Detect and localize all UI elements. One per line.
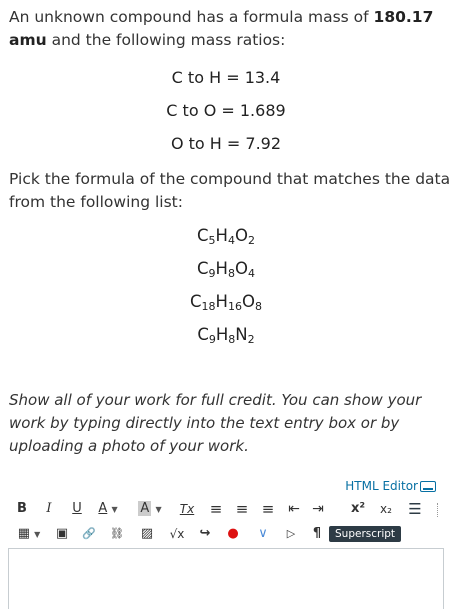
element-symbol: C — [190, 292, 202, 311]
intro-text: An unknown compound has a formula mass of — [9, 8, 374, 26]
keyboard-icon — [420, 481, 436, 492]
image-button[interactable]: ▨ — [140, 526, 154, 541]
work-instructions: Show all of your work for full credit. You can show your work by typing directly into the text entry box or by uploading a photo of your work. — [9, 391, 422, 455]
element-symbol: O — [241, 292, 255, 311]
formula-option-2 — [0, 259, 452, 280]
element-count: 8 — [228, 333, 236, 346]
dropdown-arrow-icon: ▼ — [34, 530, 41, 539]
editor-toolbar-row-1 — [0, 497, 474, 525]
background-color-button[interactable]: A ▼ — [140, 501, 162, 516]
formula-option-3 — [0, 292, 452, 313]
element-count: 5 — [208, 234, 216, 247]
element-count: 9 — [208, 267, 216, 280]
element-symbol: C — [197, 259, 209, 278]
indent-button[interactable]: ⇥ — [312, 501, 324, 517]
record-button[interactable]: ● — [227, 526, 239, 541]
element-symbol: O — [234, 259, 248, 278]
html-editor-label[interactable]: HTML Editor — [345, 479, 418, 493]
ltr-button[interactable]: ¶ — [312, 526, 322, 541]
toolbar-overflow-handle[interactable] — [437, 503, 440, 517]
element-symbol: H — [215, 259, 228, 278]
element-symbol: O — [234, 226, 248, 245]
dropdown-arrow-icon: ▼ — [155, 505, 162, 514]
text-entry-box[interactable] — [8, 548, 444, 609]
superscript-button[interactable]: x² — [350, 501, 366, 516]
media-button[interactable]: ▣ — [55, 526, 69, 541]
formula-option-4 — [0, 325, 452, 346]
ratio-c-o: C to O = 1.689 — [166, 101, 286, 120]
subscript-button[interactable]: x₂ — [380, 502, 392, 516]
element-count: 8 — [254, 300, 262, 313]
underline-button[interactable]: U — [72, 501, 82, 516]
clear-formatting-button[interactable]: Tx — [179, 502, 195, 516]
element-symbol: C — [197, 325, 209, 344]
text-color-button[interactable]: A ▼ — [98, 501, 118, 516]
element-count: 9 — [208, 333, 216, 346]
ratio-c-h: C to H = 13.4 — [171, 68, 281, 87]
embed-button[interactable]: ↪ — [199, 526, 211, 541]
align-center-button[interactable]: ≡ — [235, 500, 249, 518]
question-intro — [9, 6, 454, 52]
unlink-button[interactable]: ⛓ — [110, 527, 124, 540]
outdent-button[interactable]: ⇤ — [288, 501, 300, 517]
align-left-button[interactable]: ≡ — [209, 500, 223, 518]
element-count: 8 — [227, 267, 235, 280]
element-symbol: H — [215, 292, 228, 311]
app-button[interactable]: ∨ — [258, 526, 268, 541]
superscript-tooltip: Superscript — [329, 526, 401, 542]
dropdown-arrow-icon: ▼ — [111, 505, 118, 514]
editor-toolbar-row-2 — [0, 522, 474, 550]
element-count: 18 — [201, 300, 216, 313]
ratio-o-h: O to H = 7.92 — [170, 134, 282, 153]
align-right-button[interactable]: ≡ — [261, 500, 275, 518]
italic-button[interactable]: I — [46, 501, 52, 516]
table-button[interactable]: ▦ ▼ — [17, 526, 41, 541]
link-button[interactable]: 🔗 — [82, 527, 96, 540]
element-count: 16 — [227, 300, 242, 313]
element-symbol: H — [215, 226, 228, 245]
element-count: 2 — [247, 333, 255, 346]
pick-instruction: Pick the formula of the compound that matches the data from the following list: — [9, 170, 451, 211]
bold-button[interactable]: B — [17, 501, 27, 516]
element-symbol: N — [235, 325, 248, 344]
element-count: 2 — [247, 234, 255, 247]
element-symbol: H — [215, 325, 229, 344]
equation-button[interactable]: √x — [169, 527, 185, 541]
intro-text-end: and the following mass ratios: — [46, 31, 286, 49]
element-symbol: C — [197, 226, 209, 245]
html-editor-link[interactable] — [345, 479, 436, 493]
element-count: 4 — [247, 267, 255, 280]
bullet-list-button[interactable]: ☰ — [408, 500, 422, 518]
video-button[interactable]: ▷ — [286, 527, 296, 540]
element-count: 4 — [227, 234, 235, 247]
formula-option-1 — [0, 226, 452, 247]
formula-mass: 180.17 amu — [9, 8, 434, 49]
